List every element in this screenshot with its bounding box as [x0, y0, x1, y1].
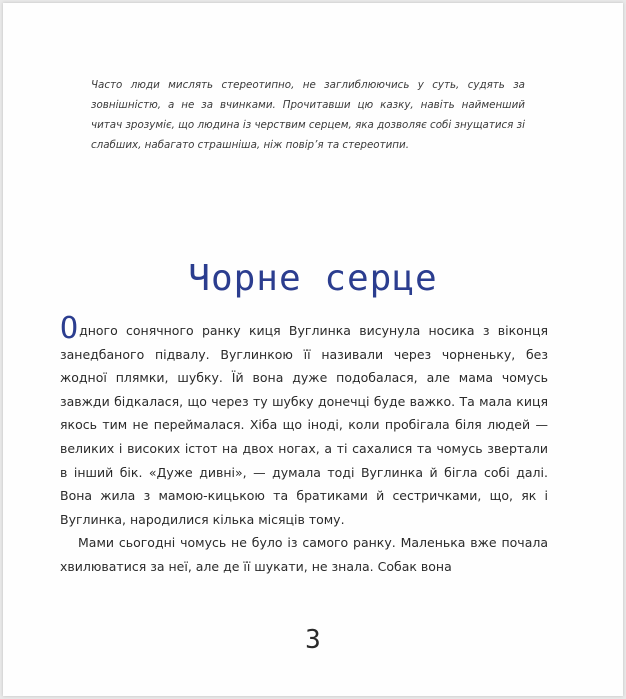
drop-cap: О [60, 311, 79, 346]
story-body [60, 311, 548, 579]
book-page [3, 3, 623, 696]
paragraph-1 [60, 311, 548, 531]
story-title: Чорне серце [188, 258, 438, 299]
paragraph-2: Мами сьогодні чомусь не було із самого ранку. Маленька вже почала хвилюватися за неї, але де її шукати, не знала. Собак вона [60, 535, 548, 574]
paragraph-1-text: дного сонячного ранку киця Вуглинка висунула носика з віконця занедбаного підвалу. Вуглинкою її називали через чорненьку, без жодної плямки, шубку. Їй вона дуже подобалася, але мама чомусь завжди бідкалася, що через ту шубку донечці буде важко. Та мала киця якось тим не переймалася. Хіба що іноді, коли пробігала біля людей — великих і високих істот на двох ногах, а ті сахалися та чомусь звертали в інший бік. «Дуже дивні», — думала тоді Вуглинка й бігла собі далі. Вона жила з мамою-кицькою та братиками й сестричками, що, як і Вуглинка, народилися кілька місяців тому. [60, 323, 548, 527]
epigraph: Часто люди мислять стереотипно, не заглиблюючись у суть, судять за зовнішністю, а не за вчинками. Прочитавши цю казку, навіть найменший читач зрозуміє, що людина із черствим серцем, яка дозволяє собі знущатися зі слабших, набагато страшніша, ніж повір’я та стереотипи. [91, 79, 525, 151]
page-number: 3 [305, 625, 321, 655]
